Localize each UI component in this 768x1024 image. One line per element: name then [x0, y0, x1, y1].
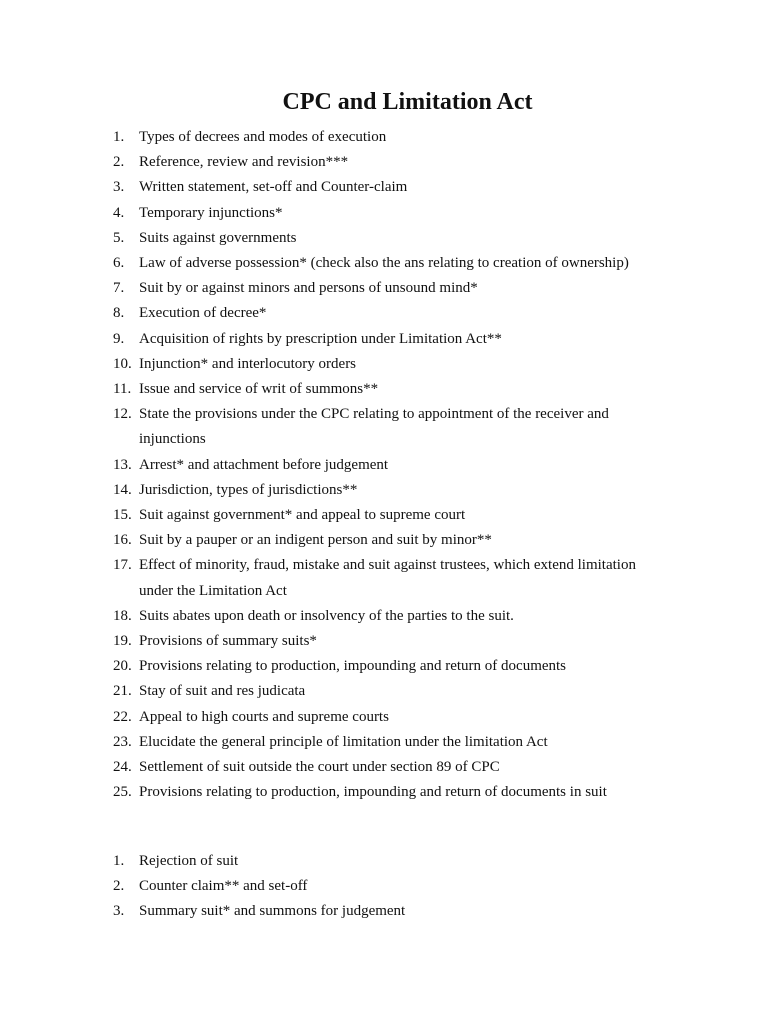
list-item-number: 3. — [113, 903, 125, 920]
list-item-text: Temporary injunctions* — [139, 204, 283, 221]
list-item-number: 6. — [113, 255, 125, 272]
list-item — [113, 402, 673, 452]
list-item-number: 20. — [113, 658, 132, 675]
list-item — [113, 352, 673, 377]
list-item-number: 13. — [113, 456, 132, 473]
list-item-number: 3. — [113, 179, 125, 196]
list-item-number: 8. — [113, 305, 125, 322]
list-item-text: Counter claim** and set-off — [139, 878, 308, 895]
list-item-text: Stay of suit and res judicata — [139, 683, 306, 700]
list-item-text: Appeal to high courts and supreme courts — [139, 708, 389, 725]
list-item-text: Suit against government* and appeal to supreme court — [139, 507, 466, 524]
list-item — [113, 276, 673, 301]
list-item-number: 24. — [113, 759, 132, 776]
list-item-text: Jurisdiction, types of jurisdictions** — [139, 481, 358, 498]
list-item — [113, 503, 673, 528]
list-item — [113, 301, 673, 326]
list-item-text: Types of decrees and modes of execution — [139, 129, 387, 145]
list-item — [113, 150, 673, 175]
list-item-number: 16. — [113, 532, 132, 549]
list-item-text: Provisions relating to production, impounding and return of documents in suit — [139, 784, 607, 801]
list-item — [113, 899, 673, 924]
list-item-number: 14. — [113, 481, 132, 498]
list-item-text: Suit by a pauper or an indigent person and suit by minor** — [139, 532, 492, 549]
list-item-number: 4. — [113, 204, 125, 221]
list-item — [113, 377, 673, 402]
list-item-number: 5. — [113, 229, 125, 246]
topic-list-main — [113, 125, 673, 805]
list-item-number: 23. — [113, 733, 132, 750]
list-item-text: Reference, review and revision*** — [139, 154, 349, 171]
list-item-number: 1. — [113, 853, 125, 869]
list-item-number: 17. — [113, 557, 132, 574]
list-item — [113, 705, 673, 730]
list-item — [113, 629, 673, 654]
list-item — [113, 201, 673, 226]
list-item-number: 18. — [113, 607, 132, 624]
list-item — [113, 780, 673, 805]
list-item-number: 22. — [113, 708, 132, 725]
list-item — [113, 849, 673, 874]
list-item — [113, 553, 673, 603]
list-item-text: Effect of minority, fraud, mistake and suit against trustees, which extend limitation under the Limitation Act — [139, 557, 636, 599]
page-title: CPC and Limitation Act — [282, 89, 533, 115]
list-item-text: Law of adverse possession* (check also the ans relating to creation of ownership) — [139, 255, 629, 272]
list-item — [113, 755, 673, 780]
list-item-text: Provisions of summary suits* — [139, 633, 317, 650]
list-item-number: 2. — [113, 878, 125, 895]
list-item-number: 25. — [113, 784, 132, 801]
list-item — [113, 654, 673, 679]
list-item-text: Arrest* and attachment before judgement — [139, 456, 389, 473]
list-item — [113, 226, 673, 251]
list-item-text: Settlement of suit outside the court under section 89 of CPC — [139, 759, 500, 776]
list-item-number: 9. — [113, 330, 125, 347]
list-item-text: Execution of decree* — [139, 305, 267, 322]
list-item — [113, 730, 673, 755]
list-item-text: Rejection of suit — [139, 853, 239, 869]
list-item-number: 15. — [113, 507, 132, 524]
list-item — [113, 175, 673, 200]
list-item — [113, 327, 673, 352]
list-item-number: 12. — [113, 406, 132, 423]
list-item — [113, 125, 673, 150]
list-item-number: 11. — [113, 381, 132, 398]
list-item-number: 1. — [113, 129, 125, 145]
list-item — [113, 453, 673, 478]
list-item-text: State the provisions under the CPC relating to appointment of the receiver and injunctions — [139, 406, 609, 448]
list-item-text: Provisions relating to production, impounding and return of documents — [139, 658, 567, 675]
list-item-text: Summary suit* and summons for judgement — [139, 903, 406, 920]
list-item — [113, 528, 673, 553]
list-item-text: Injunction* and interlocutory orders — [139, 355, 357, 372]
topic-list-secondary — [113, 849, 673, 925]
list-item-text: Suit by or against minors and persons of unsound mind* — [139, 280, 478, 297]
list-item-number: 10. — [113, 355, 132, 372]
list-item-text: Suits abates upon death or insolvency of the parties to the suit. — [139, 607, 514, 624]
list-item — [113, 874, 673, 899]
list-item-text: Issue and service of writ of summons** — [139, 381, 379, 398]
list-item-number: 7. — [113, 280, 125, 297]
list-item-text: Elucidate the general principle of limitation under the limitation Act — [139, 733, 548, 750]
list-item-number: 19. — [113, 633, 132, 650]
list-item — [113, 478, 673, 503]
list-item-text: Acquisition of rights by prescription under Limitation Act** — [139, 330, 502, 347]
list-item-text: Suits against governments — [139, 229, 297, 246]
list-item-number: 21. — [113, 683, 132, 700]
list-item — [113, 604, 673, 629]
list-item-text: Written statement, set-off and Counter-claim — [139, 179, 408, 196]
list-item-number: 2. — [113, 154, 125, 171]
list-item — [113, 251, 673, 276]
list-item — [113, 679, 673, 704]
